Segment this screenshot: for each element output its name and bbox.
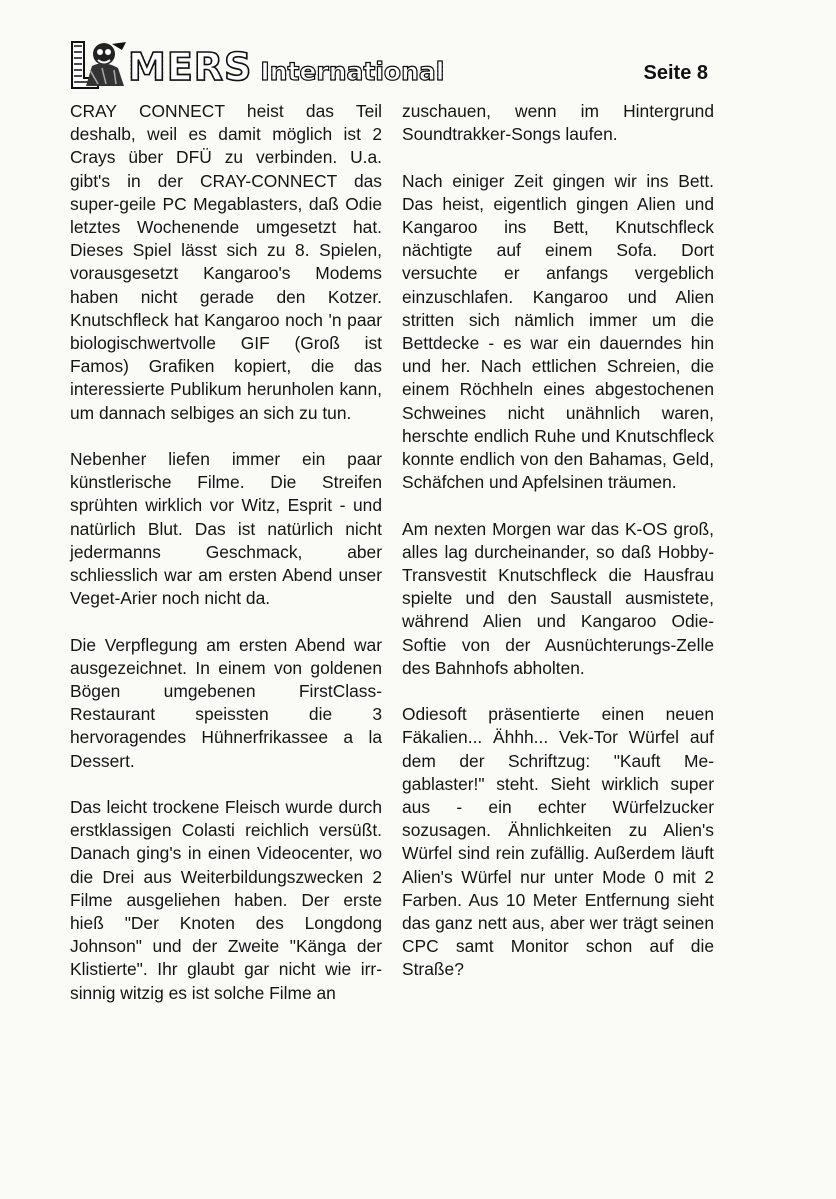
- paragraph: CRAY CONNECT heist das Teil deshalb, weil es damit möglich ist 2 Crays über DFÜ zu verbinden. U.a. gibt's in der CRAY-CONNECT das super-geile PC Megablasters, daß Odie letztes Wochenende umgesetzt hat. Dieses Spiel lässt sich zu 8. Spielen, vorausgesetzt Kangaroo's Modems haben nicht gerade den Kotzer. Knutschfleck hat Kangaroo noch 'n paar biologischwertvolle GIF (Groß ist Famos) Grafiken kopiert, die das interessierte Publikum herunholen kann, um dannach selbiges an sich zu tun.: [70, 101, 382, 423]
- text-column-right: [402, 100, 714, 1005]
- paragraph: zuschauen, wenn im Hintergrund Soundtrakker-Songs laufen.: [402, 101, 714, 145]
- paragraph: Am nexten Morgen war das K-OS groß, alles lag durcheinander, so daß Hobby-Transvestit Knutschfleck die Hausfrau spielte und den Saustall ausmistete, während Alien und Kangaroo Odie-Softie von der Ausnüchterungs-Zelle des Bahnhofs abholten.: [402, 518, 714, 678]
- paragraph: Nebenher liefen immer ein paar künstlerische Filme. Die Streifen sprühten wirklich vor Witz, Esprit - und natürlich Blut. Das ist natürlich nicht jedermanns Geschmack, aber schliesslich war am ersten Abend unser Veget-Arier noch nicht da.: [70, 449, 382, 609]
- paragraph: Die Verpflegung am ersten Abend war ausgezeichnet. In einem von goldenen Bögen umgebenen FirstClass-Restaurant speissten die 3 hervoragendes Hühnerfrikassee a la Dessert.: [70, 634, 382, 771]
- logo-subtitle: International: [260, 57, 445, 86]
- paragraph: Nach einiger Zeit gingen wir ins Bett. Das heist, eigentlich gingen Alien und Kangaroo ins Bett, Knutschfleck nächtigte auf einem Sofa. Dort versuchte er anfangs vergeblich einzuschlafen. Kangaroo und Alien stritten sich nämlich immer um die Bettdecke - es war ein dauerndes hin und her. Nach ettlichen Schreien, die einem Röchheln eines abgestochenen Schweines nicht unähnlich waren, herschte endlich Ruhe und Knutschfleck konnte endlich von den Bahamas, Geld, Schäfchen und Apfelsinen träumen.: [402, 170, 714, 493]
- page-number: Seite 8: [643, 62, 708, 84]
- cartoon-mascot-icon: [68, 40, 130, 90]
- text-column-left: [70, 100, 382, 1028]
- logo-wordmark-visible: MERS: [128, 45, 253, 89]
- paragraph: Das leicht trockene Fleisch wurde durch erstklassigen Colasti reichlich versüßt. Danach ging's in einen Videocenter, wo die Drei aus Weiterbildungszwecken 2 Filme ausgeliehen haben. Der erste hieß "Der Knoten des Longdong Johnson" und der Zweite "Känga der Klistierte". Ihr glaubt gar nicht wie irrsinnig witzig es ist solche Filme an: [70, 797, 382, 1003]
- lamers-logo: [68, 32, 444, 90]
- paragraph: Odiesoft präsentierte einen neuen Fäkalien... Ähhh... Vek-Tor Würfel auf dem der Schriftzug: "Kauft Megablaster!" steht. Sieht wirklich super aus - ein echter Würfelzucker sozusagen. Ähnlichkeiten zu Alien's Würfel sind rein zufällig. Außerdem läuft Alien's Würfel nur unter Mode 0 mit 2 Farben. Aus 10 Meter Entfernung sieht das ganz nett aus, aber wer trägt seinen CPC samt Monitor schon auf die Straße?: [402, 704, 714, 980]
- page-header: [68, 32, 708, 90]
